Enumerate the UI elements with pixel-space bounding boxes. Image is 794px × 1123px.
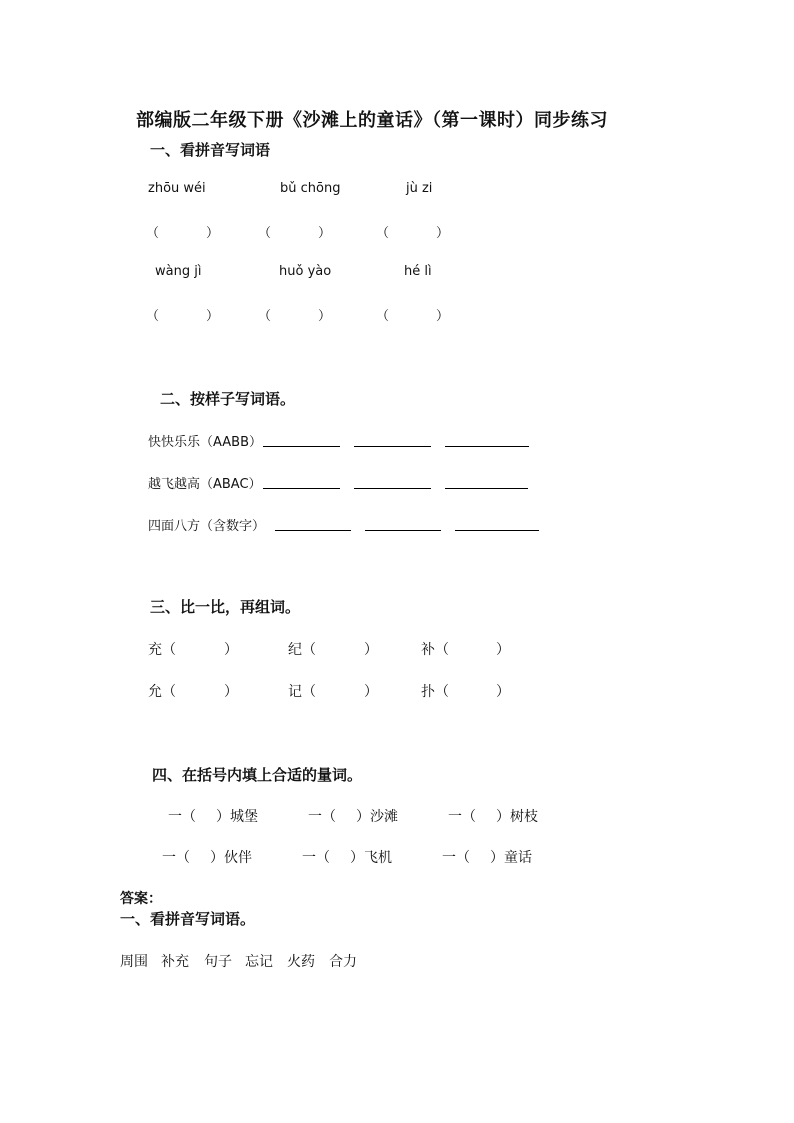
pattern-label: 四面八方（含数字） (148, 519, 266, 534)
compare-close: ） (224, 642, 238, 658)
pinyin-item: hé lì (404, 264, 432, 279)
fill-blank[interactable] (263, 446, 340, 447)
compare-close: ） (224, 684, 238, 700)
compare-close: ） (364, 684, 378, 700)
section1-heading: 一、看拼音写词语 (150, 141, 271, 159)
answer-paren-open: （ (258, 309, 272, 324)
answer-word: 补充 (161, 954, 189, 970)
pattern-label: 越飞越高（ABAC） (148, 477, 262, 492)
fill-blank[interactable] (275, 530, 351, 531)
measure-prefix: 一（ (442, 850, 470, 866)
answer-paren-close: ） (318, 309, 332, 324)
compare-char: 允（ (148, 684, 176, 700)
measure-noun: ）城堡 (216, 809, 258, 825)
measure-prefix: 一（ (162, 850, 190, 866)
fill-blank[interactable] (445, 488, 528, 489)
section2-heading: 二、按样子写词语。 (160, 390, 296, 408)
answer-paren-open: （ (376, 309, 390, 324)
compare-char: 纪（ (288, 642, 316, 658)
answer-paren-close: ） (318, 226, 332, 241)
answer-word: 句子 (204, 954, 232, 970)
answer-paren-close: ） (436, 226, 450, 241)
answer-word: 忘记 (245, 954, 273, 970)
answer-word: 合力 (329, 954, 357, 970)
answer-paren-close: ） (436, 309, 450, 324)
fill-blank[interactable] (354, 488, 431, 489)
fill-blank[interactable] (354, 446, 431, 447)
section3-heading: 三、比一比，再组词。 (150, 598, 301, 616)
answer-paren-open: （ (258, 226, 272, 241)
measure-noun: ）伙伴 (210, 850, 252, 866)
pinyin-item: wàng jì (155, 264, 202, 279)
pinyin-item: zhōu wéi (148, 181, 206, 196)
page-title: 部编版二年级下册《沙滩上的童话》（第一课时）同步练习 (136, 110, 608, 131)
compare-char: 扑（ (421, 684, 449, 700)
pinyin-item: huǒ yào (279, 264, 332, 279)
answer-paren-open: （ (376, 226, 390, 241)
compare-char: 补（ (421, 642, 449, 658)
compare-close: ） (364, 642, 378, 658)
answer-paren-open: （ (146, 226, 160, 241)
compare-char: 充（ (148, 642, 176, 658)
fill-blank[interactable] (455, 530, 539, 531)
answer-paren-close: ） (206, 309, 220, 324)
measure-noun: ）飞机 (350, 850, 392, 866)
answer-paren-close: ） (206, 226, 220, 241)
measure-prefix: 一（ (302, 850, 330, 866)
fill-blank[interactable] (445, 446, 529, 447)
measure-noun: ）沙滩 (356, 809, 398, 825)
measure-noun: ）童话 (490, 850, 532, 866)
section4-heading: 四、在括号内填上合适的量词。 (152, 766, 363, 784)
measure-noun: ）树枝 (496, 809, 538, 825)
compare-close: ） (496, 684, 510, 700)
answer-word: 火药 (287, 954, 315, 970)
answers-label: 答案： (120, 891, 162, 907)
compare-close: ） (496, 642, 510, 658)
pinyin-item: bǔ chōng (280, 181, 341, 196)
measure-prefix: 一（ (308, 809, 336, 825)
measure-prefix: 一（ (448, 809, 476, 825)
pattern-label: 快快乐乐（AABB） (148, 435, 262, 450)
fill-blank[interactable] (365, 530, 441, 531)
measure-prefix: 一（ (168, 809, 196, 825)
answers-heading: 一、看拼音写词语。 (120, 910, 256, 928)
fill-blank[interactable] (263, 488, 340, 489)
answer-word: 周围 (120, 954, 148, 970)
pinyin-item: jù zi (406, 181, 433, 196)
answer-paren-open: （ (146, 309, 160, 324)
compare-char: 记（ (288, 684, 316, 700)
